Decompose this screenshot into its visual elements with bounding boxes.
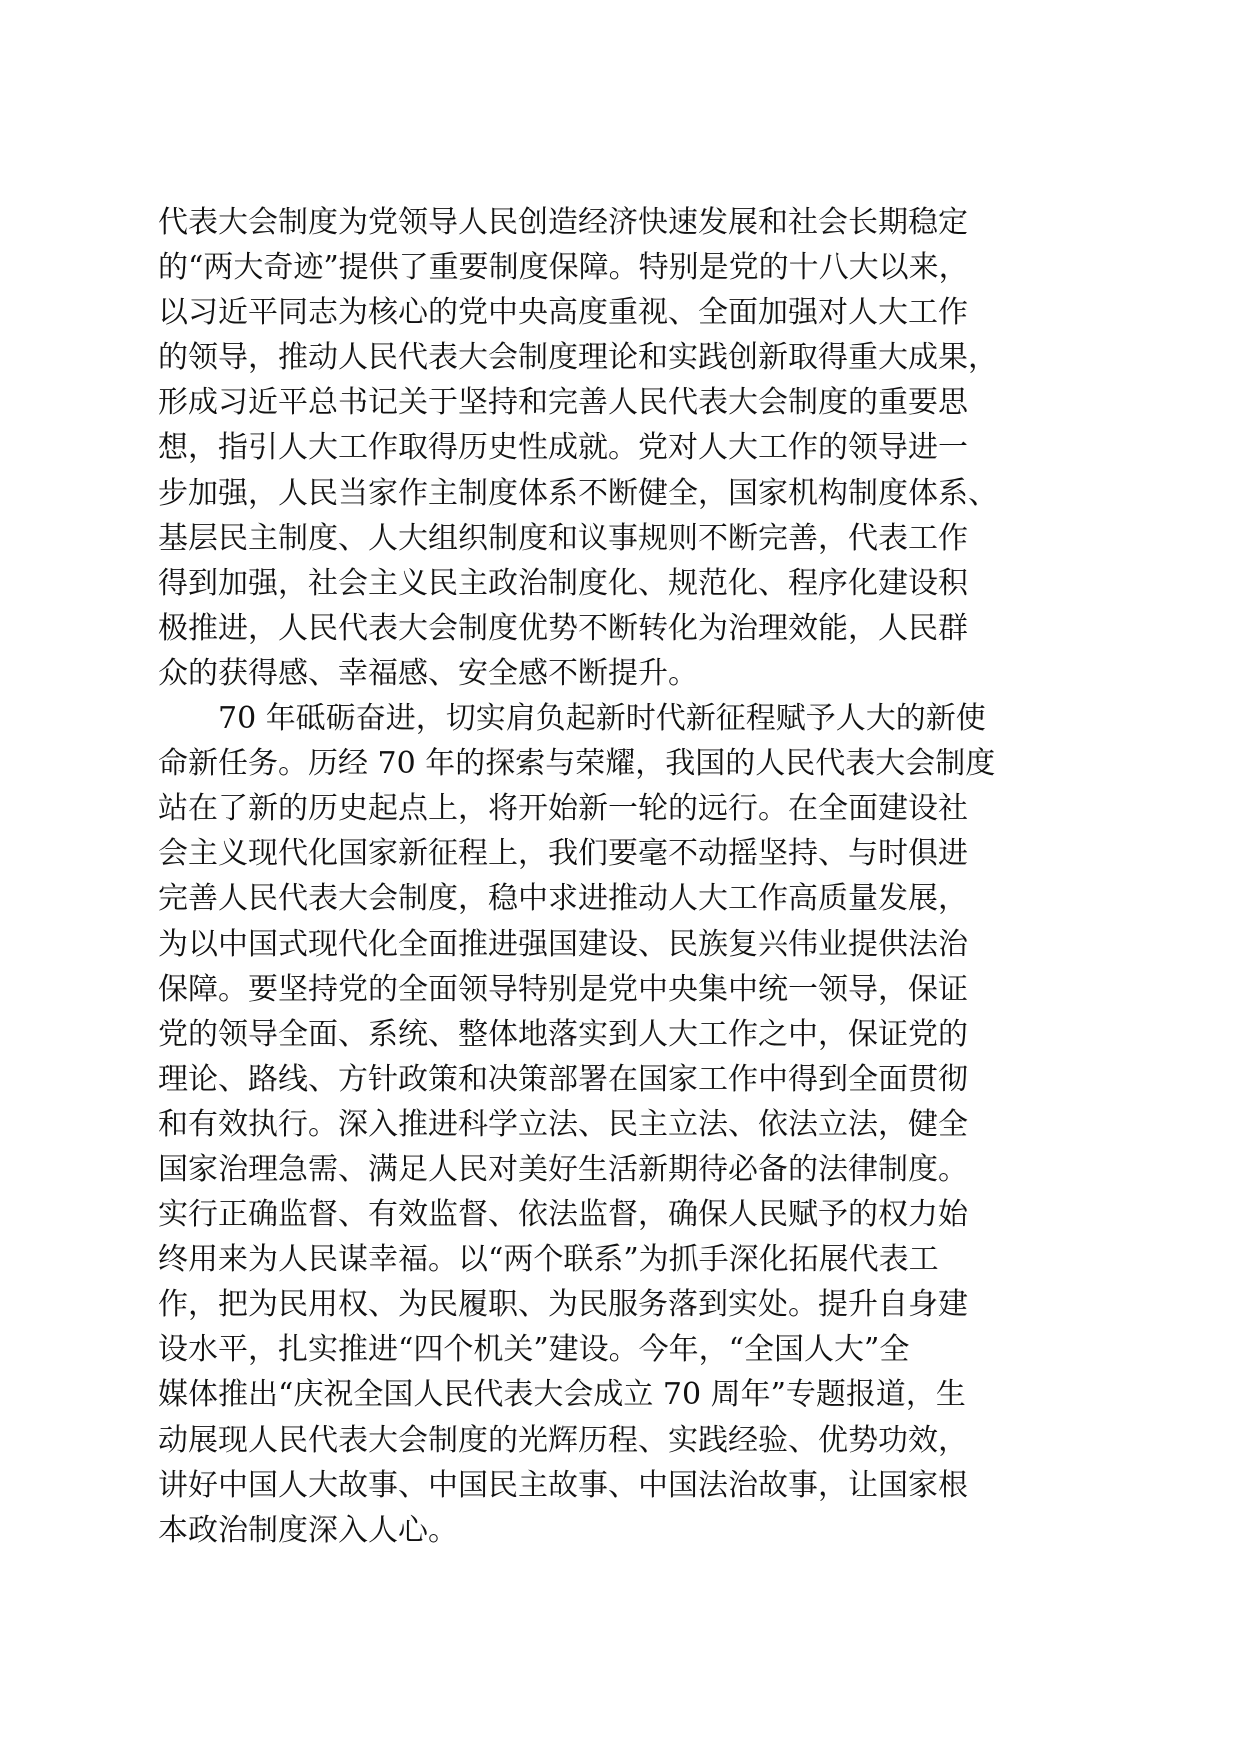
text-line: 讲好中国人大故事、中国民主故事、中国法治故事，让国家根 — [158, 1467, 968, 1503]
text-line: 的领导，推动人民代表大会制度理论和实践创新取得重大成果， — [158, 340, 998, 376]
text-line: 站在了新的历史起点上，将开始新一轮的远行。在全面建设社 — [158, 791, 968, 827]
text-line: 代表大会制度为党领导人民创造经济快速发展和社会长期稳定 — [158, 205, 968, 240]
text-line: 国家治理急需、满足人民对美好生活新期待必备的法律制度。 — [158, 1151, 968, 1187]
text-line: 基层民主制度、人大组织制度和议事规则不断完善，代表工作 — [158, 520, 968, 556]
text-line: 设水平，扎实推进“四个机关”建设。今年，“全国人大”全 — [158, 1332, 910, 1368]
text-line: 为以中国式现代化全面推进强国建设、民族复兴伟业提供法治 — [158, 926, 968, 962]
text-line: 形成习近平总书记关于坚持和完善人民代表大会制度的重要思 — [158, 385, 968, 421]
text-line: 党的领导全面、系统、整体地落实到人大工作之中，保证党的 — [158, 1016, 968, 1052]
text-line: 和有效执行。深入推进科学立法、民主立法、依法立法，健全 — [158, 1106, 968, 1142]
text-line: 极推进，人民代表大会制度优势不断转化为治理效能，人民群 — [158, 610, 968, 646]
text-line: 以习近平同志为核心的党中央高度重视、全面加强对人大工作 — [158, 295, 968, 331]
text-line: 作，把为民用权、为民履职、为民服务落到实处。提升自身建 — [158, 1287, 968, 1323]
text-line: 动展现人民代表大会制度的光辉历程、实践经验、优势功效， — [158, 1422, 968, 1458]
text-line: 得到加强，社会主义民主政治制度化、规范化、程序化建设积 — [158, 565, 968, 601]
text-line: 保障。要坚持党的全面领导特别是党中央集中统一领导，保证 — [158, 971, 968, 1007]
text-line: 理论、路线、方针政策和决策部署在国家工作中得到全面贯彻 — [158, 1061, 968, 1097]
text-line: 完善人民代表大会制度，稳中求进推动人大工作高质量发展， — [158, 881, 968, 917]
text-line: 想，指引人大工作取得历史性成就。党对人大工作的领导进一 — [158, 430, 968, 466]
text-line: 终用来为人民谋幸福。以“两个联系”为抓手深化拓展代表工 — [158, 1242, 939, 1278]
paragraph-start-line: 70 年砥砺奋进，切实肩负起新时代新征程赋予人大的新使 — [218, 701, 986, 737]
text-line: 的“两大奇迹”提供了重要制度保障。特别是党的十八大以来， — [158, 250, 969, 286]
text-line: 步加强，人民当家作主制度体系不断健全，国家机构制度体系、 — [158, 475, 998, 511]
body-text — [158, 200, 1098, 1553]
text-line: 众的获得感、幸福感、安全感不断提升。 — [158, 655, 698, 691]
text-line: 会主义现代化国家新征程上，我们要毫不动摇坚持、与时俱进 — [158, 836, 968, 872]
text-line: 媒体推出“庆祝全国人民代表大会成立 70 周年”专题报道，生 — [158, 1377, 966, 1413]
text-line: 本政治制度深入人心。 — [158, 1512, 458, 1548]
text-line: 实行正确监督、有效监督、依法监督，确保人民赋予的权力始 — [158, 1197, 968, 1233]
text-line: 命新任务。历经 70 年的探索与荣耀，我国的人民代表大会制度 — [158, 746, 996, 782]
